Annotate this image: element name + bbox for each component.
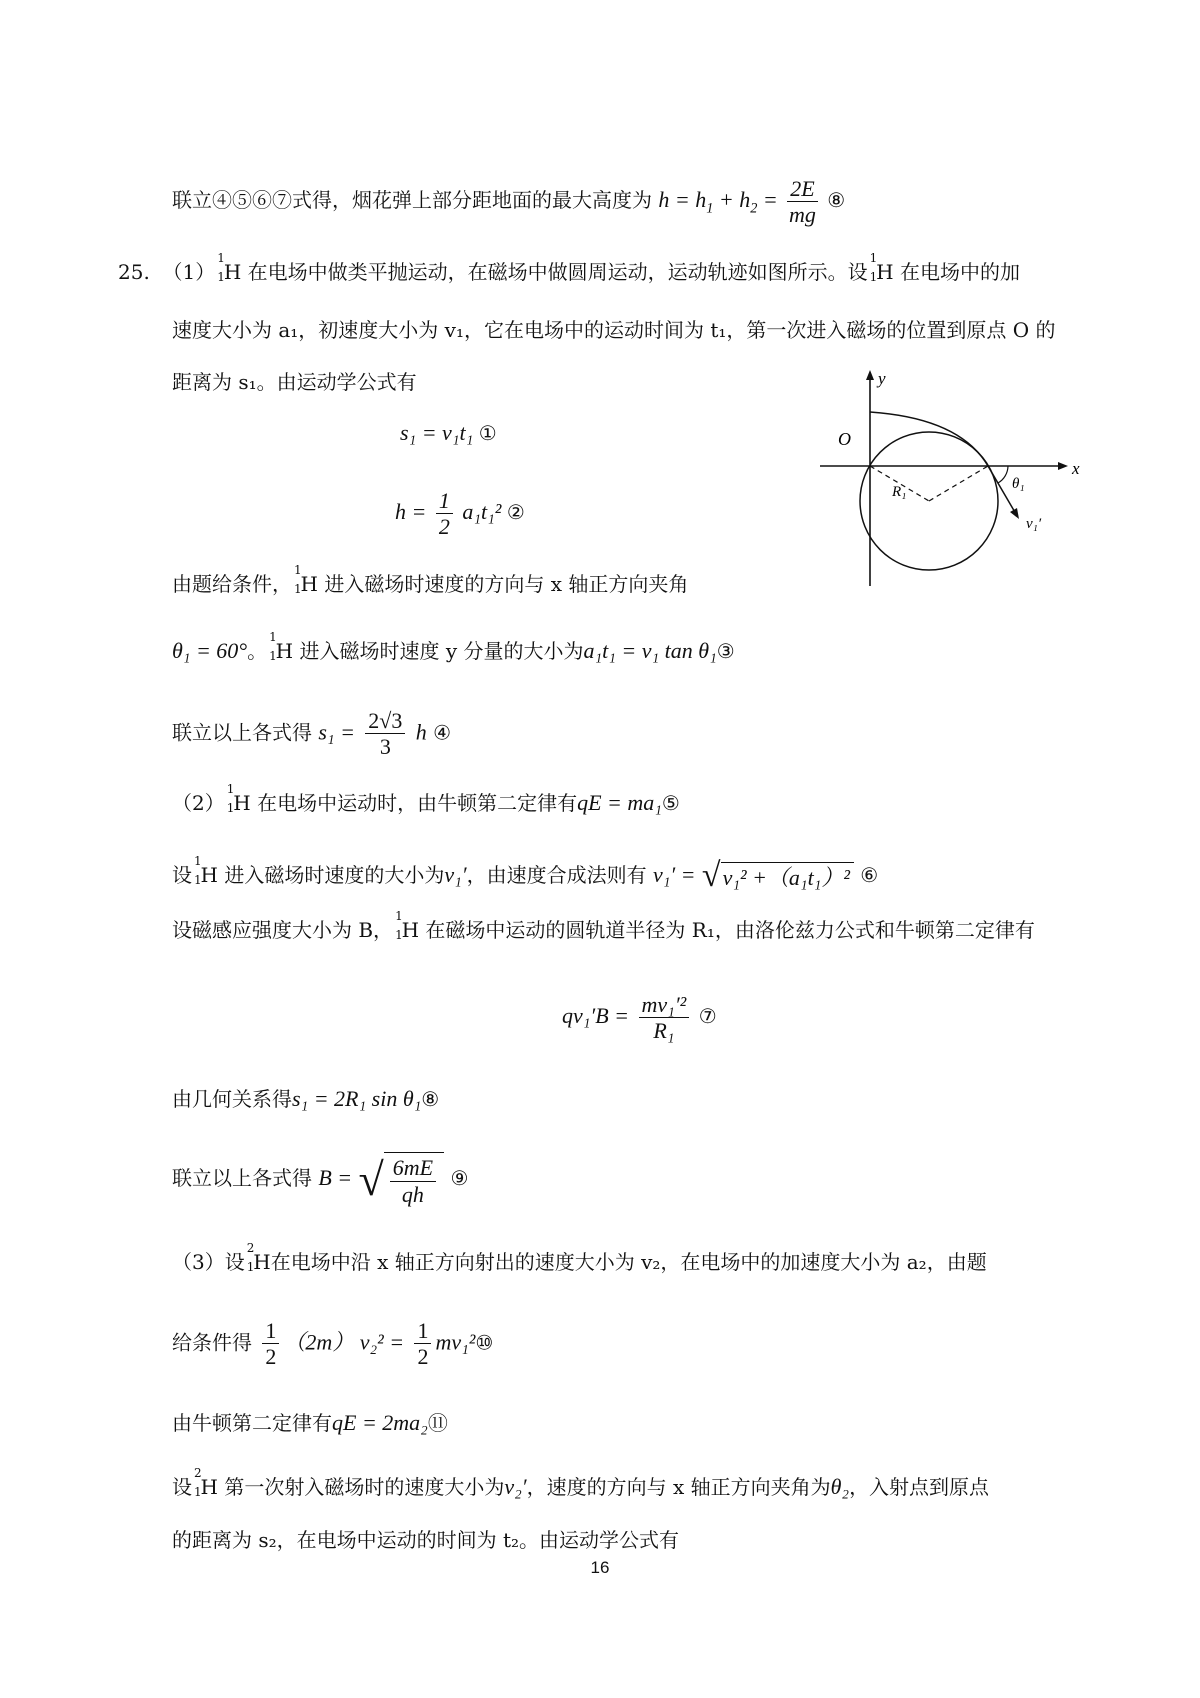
- distance-line: 的距离为 s₂，在电场中运动的时间为 t₂。由运动学公式有: [172, 1528, 680, 1552]
- problem-25-line-3: 距离为 s₁。由运动学公式有: [172, 370, 417, 394]
- label-radius: R₁: [892, 484, 907, 500]
- sqrt-expression: √v₁² +（a₁t₁）²: [702, 856, 854, 897]
- nuclide-H2: 2 1 H: [194, 1466, 218, 1499]
- y-axis-arrow: [866, 370, 874, 380]
- label-velocity: v₁′: [1026, 516, 1042, 532]
- label-x: x: [1072, 459, 1080, 478]
- angle-arc: [998, 466, 1008, 483]
- magnetic-field-line: 设磁感应强度大小为 B， 1 1 H 在磁场中运动的圆轨道半径为 R₁，由洛伦兹力公式和牛顿第二定律有: [172, 909, 1035, 942]
- nuclide-H2: 2 1 H: [246, 1241, 271, 1274]
- result-height-line: [172, 176, 845, 228]
- nuclide-H1: 1 1 H: [226, 782, 251, 815]
- fraction-one-half: $\frac{1}{2}$: [262, 1318, 279, 1370]
- given-condition-2-line: 给条件得 $\frac{1}{2}$ （2m） v₂² = $\frac{1}{2}$ mv₁²⑩: [172, 1318, 494, 1370]
- nuclide-H1: 1 1 H: [395, 909, 420, 942]
- equation-mark: ⑧: [827, 187, 846, 212]
- theta-line: θ₁ = 60°。 1 1 H 进入磁场时速度 y 分量的大小为a₁t₁ = v₁ tan θ₁③: [172, 630, 735, 663]
- problem-number: 25.: [118, 260, 150, 284]
- problem-25-line-1: 25. （1） 1 1 H 在电场中做类平抛运动，在磁场中做圆周运动，运动轨迹如图所示。设 1 1 H 在电场中的加: [118, 251, 1020, 284]
- equation-1: s₁ = v₁t₁ ①: [400, 420, 497, 445]
- nuclide-H1: 1 1 H: [269, 630, 294, 663]
- trajectory-diagram: [820, 366, 1090, 596]
- B-result-line: 联立以上各式得 B = √ $\frac{6mE}{qh}$ ⑨: [172, 1154, 469, 1207]
- fraction-one-half: $\frac{1}{2}$: [436, 488, 453, 540]
- fraction-2E-mg: $\frac{2E}{mg}$: [789, 176, 816, 228]
- entry-velocity-line: 设 2 1 H 第一次射入磁场时的速度大小为v₂′，速度的方向与 x 轴正方向夹角为θ₂，入射点到原点: [172, 1466, 990, 1499]
- label-y: y: [878, 369, 886, 388]
- problem-25-line-2: 速度大小为 a₁，初速度大小为 v₁，它在电场中的运动时间为 t₁，第一次进入磁场的位置到原点 O 的: [172, 318, 1056, 342]
- fraction-2sqrt3-3: $\frac{2√3}{3}$: [365, 708, 405, 760]
- s1-result-line: 联立以上各式得 s₁ = $\frac{2√3}{3}$ h ④: [172, 708, 452, 760]
- nuclide-H1: 1 1 H: [294, 563, 318, 596]
- parabolic-path: [870, 412, 988, 466]
- label-origin: O: [838, 429, 851, 449]
- equation-2: h = $\frac{1}{2}$ a₁t₁² ②: [395, 488, 525, 540]
- x-axis-arrow: [1058, 462, 1068, 470]
- nuclide-H1: 1 1 H: [217, 251, 242, 284]
- fraction-one-half: $\frac{1}{2}$: [414, 1318, 431, 1370]
- part-3-line: （3）设 2 1 H在电场中沿 x 轴正方向射出的速度大小为 v₂，在电场中的加速度大小为 a₂，由题: [172, 1241, 987, 1274]
- newton-line: 由牛顿第二定律有qE = 2ma₂⑪: [172, 1410, 448, 1435]
- geometry-line: 由几何关系得s₁ = 2R₁ sin θ₁⑧: [172, 1086, 440, 1111]
- part-2-line: （2） 1 1 H 在电场中运动时，由牛顿第二定律有qE = ma₁⑤: [172, 782, 680, 815]
- equation-7: qv₁′B = $\frac{\text{mv₁′²}}{\text{R₁}}$ ⑦: [562, 992, 717, 1044]
- nuclide-H1: 1 1 H: [869, 251, 894, 284]
- given-condition-line: 由题给条件， 1 1 H 进入磁场时速度的方向与 x 轴正方向夹角: [172, 563, 689, 596]
- nuclide-H1: 1 1 H: [194, 853, 218, 887]
- radius-dashed-2: [929, 466, 988, 501]
- sqrt-fraction: √ $\frac{6mE}{qh}$: [359, 1152, 445, 1207]
- label-theta: θ₁: [1012, 476, 1025, 492]
- page-number: 16: [590, 1558, 610, 1577]
- text: 联立④⑤⑥⑦式得，烟花弹上部分距地面的最大高度为: [172, 187, 652, 212]
- height-equation: $h = h_1 + h_2$ = $\frac{2E}{mg}$: [658, 176, 816, 228]
- fraction-mv-R: $\frac{\text{mv₁′²}}{\text{R₁}}$: [639, 992, 690, 1044]
- velocity-arrowhead: [1010, 508, 1019, 519]
- velocity-composition-line: 设 1 1 H 进入磁场时速度的大小为v₁′，由速度合成法则有 v₁′ = √v₁² +（a₁t₁）² ⑥: [172, 856, 878, 897]
